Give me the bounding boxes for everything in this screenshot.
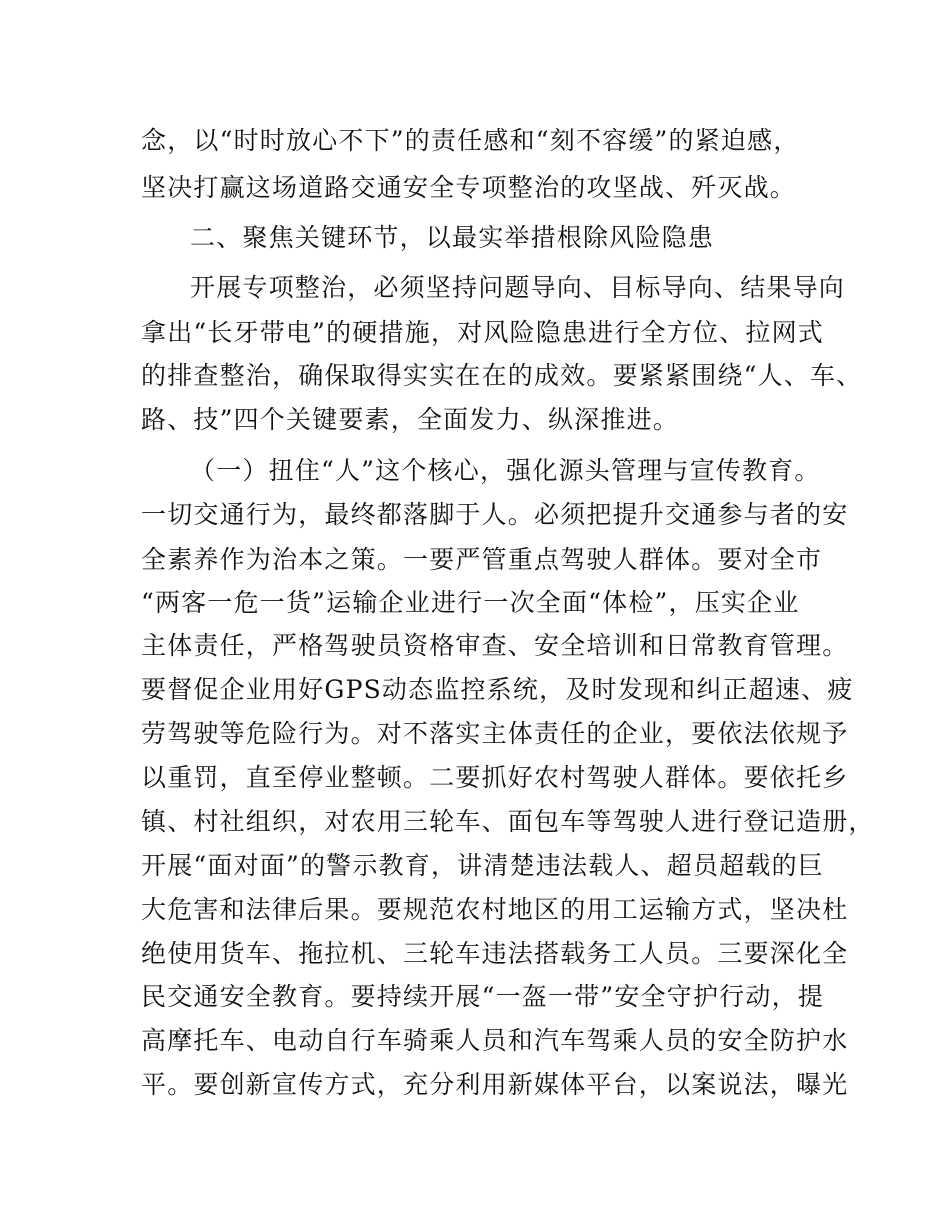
text-line: 要督促企业用好GPS动态监控系统，及时发现和纠正超速、疲: [141, 675, 854, 704]
subsection-heading: （一）扭住“人”这个核心，强化源头管理与宣传教育。: [190, 456, 821, 485]
text-line: 民交通安全教育。要持续开展“一盔一带”安全守护行动，提: [141, 982, 824, 1011]
text-line: 绝使用货车、拖拉机、三轮车违法搭载务工人员。三要深化全: [141, 939, 849, 968]
text-line: 一切交通行为，最终都落脚于人。必须把提升交通参与者的安: [141, 500, 849, 529]
text-line: 镇、村社组织，对农用三轮车、面包车等驾驶人进行登记造册，: [141, 807, 875, 836]
text-line: 劳驾驶等危险行为。对不落实主体责任的企业，要依法依规予: [141, 719, 849, 748]
text-line: 以重罚，直至停业整顿。二要抓好农村驾驶人群体。要依托乡: [141, 763, 849, 792]
text-line: 开展“面对面”的警示教育，讲清楚违法载人、超员超载的巨: [141, 851, 824, 880]
text-line: 大危害和法律后果。要规范农村地区的用工运输方式，坚决杜: [141, 895, 849, 924]
text-line: 路、技”四个关键要素，全面发力、纵深推进。: [141, 405, 679, 434]
text-line: 高摩托车、电动自行车骑乘人员和汽车驾乘人员的安全防护水: [141, 1026, 849, 1055]
text-line: 念，以“时时放心不下”的责任感和“刻不容缓”的紧迫感，: [141, 126, 800, 155]
text-line: 开展专项整治，必须坚持问题导向、目标导向、结果导向: [190, 273, 846, 302]
text-line: 坚决打赢这场道路交通安全专项整治的攻坚战、歼灭战。: [141, 173, 797, 202]
section-heading: 二、聚焦关键环节，以最实举措根除风险隐患: [190, 223, 715, 252]
text-line: 的排查整治，确保取得实实在在的成效。要紧紧围绕“人、车、: [141, 361, 863, 390]
text-line: 平。要创新宣传方式，充分利用新媒体平台，以案说法，曝光: [141, 1070, 849, 1099]
text-line: 全素养作为治本之策。一要严管重点驾驶人群体。要对全市: [141, 545, 823, 574]
text-line: 主体责任，严格驾驶员资格审查、安全培训和日常教育管理。: [141, 631, 849, 660]
text-line: 拿出“长牙带电”的硬措施，对风险隐患进行全方位、拉网式: [141, 318, 824, 347]
text-line: “两客一危一货”运输企业进行一次全面“体检”，压实企业: [141, 588, 800, 617]
